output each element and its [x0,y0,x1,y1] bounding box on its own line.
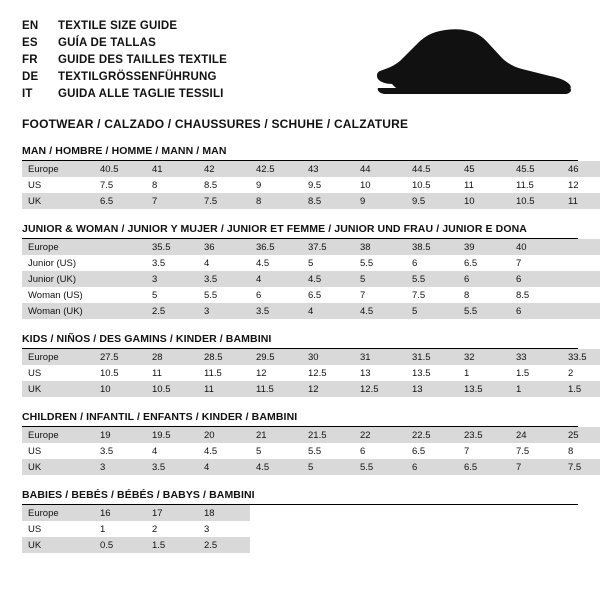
cell: 11 [464,179,474,191]
table-row [22,303,600,319]
cell: 6.5 [464,257,478,269]
row-label: UK [22,381,94,397]
cell: 42 [198,161,250,177]
table-row [22,193,600,209]
table-row [22,365,600,381]
language-code: EN [22,20,39,32]
row-label: Woman (US) [28,289,83,301]
cell: 13 [360,367,371,379]
cell: 5 [406,303,458,319]
cell: 11.5 [250,381,302,397]
cell: 7 [464,445,470,457]
cell: 3 [204,523,210,535]
cell: 12 [256,367,267,379]
cell [250,505,302,521]
cell: 8.5 [302,193,354,209]
cell [562,303,600,319]
cell: 11 [198,381,250,397]
cell: 8.5 [516,289,530,301]
cell [302,505,354,521]
cell: 2.5 [198,537,250,553]
table-row [22,521,600,537]
cell: 6 [458,271,510,287]
cell: 33.5 [562,349,600,365]
cell [510,505,562,521]
section-children [22,411,582,475]
cell: 21 [250,427,302,443]
language-row [22,35,227,52]
cell: 10.5 [100,367,119,379]
cell: 43 [302,161,354,177]
cell: 45 [458,161,510,177]
row-label: UK [22,459,94,475]
cell: 6 [256,289,262,301]
language-title: GUIDA ALLE TAGLIE TESSILI [58,88,224,100]
cell: 6 [412,257,418,269]
cell [406,505,458,521]
cell: 31.5 [406,349,458,365]
cell: 4.5 [302,271,354,287]
cell: 39 [458,239,510,255]
language-title-list [22,18,227,103]
cell: 10 [360,179,371,191]
cell [562,505,600,521]
cell: 6 [510,303,562,319]
cell: 4.5 [204,445,218,457]
cell [406,521,458,537]
cell: 0.5 [94,537,146,553]
size-table [22,505,600,553]
cell: 6 [360,445,366,457]
cell: 10.5 [510,193,562,209]
cell: 7.5 [198,193,250,209]
cell: 11.5 [516,179,534,191]
cell: 13.5 [412,367,431,379]
cell: 24 [510,427,562,443]
row-label: US [28,445,42,457]
row-label: Europe [22,505,94,521]
cell: 2 [568,367,574,379]
section-junior-woman [22,223,578,319]
cell: 8 [464,289,470,301]
section-title: MAN / HOMBRE / HOMME / MANN / MAN [22,145,578,161]
language-title: GUÍA DE TALLAS [58,37,156,49]
cell: 27.5 [94,349,146,365]
cell [94,271,146,287]
cell [94,287,146,303]
cell: 11 [152,367,162,379]
cell: 4.5 [256,257,270,269]
cell: 6.5 [458,459,510,475]
cell: 11 [562,193,600,209]
cell [94,239,146,255]
table-row [22,505,600,521]
cell: 12.5 [308,367,327,379]
dress-shoe-icon [374,22,574,102]
cell: 5.5 [204,289,218,301]
section-title: CHILDREN / INFANTIL / ENFANTS / KINDER / BAMBINI [22,411,578,427]
cell: 7 [360,289,366,301]
cell: 6 [406,459,458,475]
cell: 17 [146,505,198,521]
row-label: Europe [22,349,94,365]
cell: 7 [510,459,562,475]
language-code: DE [22,71,39,83]
cell: 42.5 [250,161,302,177]
cell: 22 [354,427,406,443]
table-row [22,381,600,397]
cell: 11.5 [204,367,222,379]
section-man [22,145,578,209]
cell: 10 [94,381,146,397]
language-title: GUIDE DES TAILLES TEXTILE [58,54,227,66]
cell: 7 [516,257,522,269]
cell [458,537,510,553]
cell [302,521,354,537]
cell [562,271,600,287]
cell [510,537,562,553]
table-row [22,161,600,177]
cell: 36.5 [250,239,302,255]
cell [94,303,146,319]
section-title: BABIES / BEBÉS / BÉBÉS / BABYS / BAMBINI [22,489,578,505]
cell: 8 [152,179,158,191]
cell: 30 [302,349,354,365]
cell: 25 [562,427,600,443]
cell: 9.5 [308,179,322,191]
cell: 12 [568,179,579,191]
cell: 7.5 [516,445,530,457]
cell: 20 [198,427,250,443]
section-kids [22,333,587,397]
cell: 7 [146,193,198,209]
cell [562,239,600,255]
cell: 8 [568,445,574,457]
cell [354,537,406,553]
cell: 33 [510,349,562,365]
cell: 38.5 [406,239,458,255]
cell: 32 [458,349,510,365]
language-code: FR [22,54,38,66]
row-label: US [28,523,42,535]
cell: 28.5 [198,349,250,365]
language-row [22,52,227,69]
cell: 5.5 [458,303,510,319]
size-table [22,349,600,397]
table-row [22,239,600,255]
cell: 4 [302,303,354,319]
cell: 6.5 [412,445,426,457]
cell [562,537,600,553]
cell: 44.5 [406,161,458,177]
cell: 3.5 [100,445,114,457]
cell: 9 [256,179,262,191]
cell: 13 [406,381,458,397]
cell: 18 [198,505,250,521]
cell [562,255,600,271]
cell: 5.5 [354,459,406,475]
cell [94,255,146,271]
cell [250,537,302,553]
language-title: TEXTILE SIZE GUIDE [58,20,178,32]
table-row [22,287,600,303]
cell: 1.5 [146,537,198,553]
cell: 1.5 [562,381,600,397]
language-title: TEXTILGRÖSSENFÜHRUNG [58,71,217,83]
cell: 7.5 [562,459,600,475]
cell [406,537,458,553]
row-label: US [28,367,42,379]
cell: 4 [250,271,302,287]
cell: 5.5 [406,271,458,287]
row-label: UK [22,537,94,553]
cell [250,521,302,537]
row-label: Woman (UK) [22,303,94,319]
cell: 3.5 [198,271,250,287]
cell [458,521,510,537]
header [22,18,578,103]
row-label: Junior (US) [28,257,77,269]
row-label: Junior (UK) [22,271,94,287]
cell: 40.5 [94,161,146,177]
section-babies [22,489,578,553]
cell: 4 [198,459,250,475]
table-row [22,255,600,271]
cell: 5 [152,289,158,301]
cell: 3 [94,459,146,475]
cell: 1.5 [516,367,530,379]
section-title: KIDS / NIÑOS / DES GAMINS / KINDER / BAMBINI [22,333,578,349]
cell: 4 [152,445,158,457]
cell: 5.5 [308,445,322,457]
cell: 45.5 [510,161,562,177]
language-code: IT [22,88,33,100]
row-label: Europe [22,161,94,177]
cell: 37.5 [302,239,354,255]
cell [458,505,510,521]
language-row [22,18,227,35]
cell [510,521,562,537]
cell [562,521,600,537]
cell: 3.5 [152,257,166,269]
cell: 13.5 [458,381,510,397]
cell: 28 [146,349,198,365]
cell: 5 [256,445,262,457]
cell: 5.5 [360,257,374,269]
cell: 2.5 [146,303,198,319]
cell: 10 [458,193,510,209]
language-row [22,86,227,103]
cell: 4 [204,257,210,269]
cell: 3.5 [146,459,198,475]
cell: 23.5 [458,427,510,443]
cell: 2 [152,523,158,535]
cell: 1 [464,367,470,379]
cell: 3 [198,303,250,319]
language-row [22,69,227,86]
cell: 9 [354,193,406,209]
cell: 4.5 [354,303,406,319]
table-row [22,177,600,193]
language-code: ES [22,37,38,49]
row-label: US [28,179,42,191]
size-table [22,161,600,209]
cell: 3.5 [250,303,302,319]
table-row [22,459,600,475]
cell: 6.5 [308,289,322,301]
cell: 1 [100,523,106,535]
cell: 31 [354,349,406,365]
cell: 22.5 [406,427,458,443]
cell: 8 [250,193,302,209]
cell: 19 [94,427,146,443]
cell: 38 [354,239,406,255]
cell: 7.5 [100,179,114,191]
cell: 40 [510,239,562,255]
table-row [22,427,600,443]
section-title: JUNIOR & WOMAN / JUNIOR Y MUJER / JUNIOR ET FEMME / JUNIOR UND FRAU / JUNIOR E DONA [22,223,578,239]
row-label: Europe [22,239,94,255]
cell: 35.5 [146,239,198,255]
cell [354,521,406,537]
cell: 12.5 [354,381,406,397]
cell: 19.5 [146,427,198,443]
cell: 7.5 [412,289,426,301]
table-row [22,537,600,553]
cell: 9.5 [406,193,458,209]
size-table [22,239,600,319]
cell: 44 [354,161,406,177]
cell: 5 [354,271,406,287]
table-row [22,443,600,459]
cell [302,537,354,553]
cell: 10.5 [412,179,431,191]
category-line: FOOTWEAR / CALZADO / CHAUSSURES / SCHUHE / CALZATURE [22,117,409,131]
cell: 29.5 [250,349,302,365]
cell: 6.5 [94,193,146,209]
table-row [22,271,600,287]
size-table [22,427,600,475]
cell: 3 [146,271,198,287]
cell: 12 [302,381,354,397]
cell [354,505,406,521]
cell: 5 [302,459,354,475]
cell: 21.5 [302,427,354,443]
row-label: UK [22,193,94,209]
cell: 41 [146,161,198,177]
cell: 5 [308,257,314,269]
cell: 1 [510,381,562,397]
cell: 36 [198,239,250,255]
cell: 6 [510,271,562,287]
cell: 10.5 [146,381,198,397]
row-label: Europe [22,427,94,443]
cell: 46 [562,161,600,177]
cell: 16 [94,505,146,521]
cell [562,287,600,303]
table-row [22,349,600,365]
cell: 8.5 [204,179,218,191]
cell: 4.5 [250,459,302,475]
